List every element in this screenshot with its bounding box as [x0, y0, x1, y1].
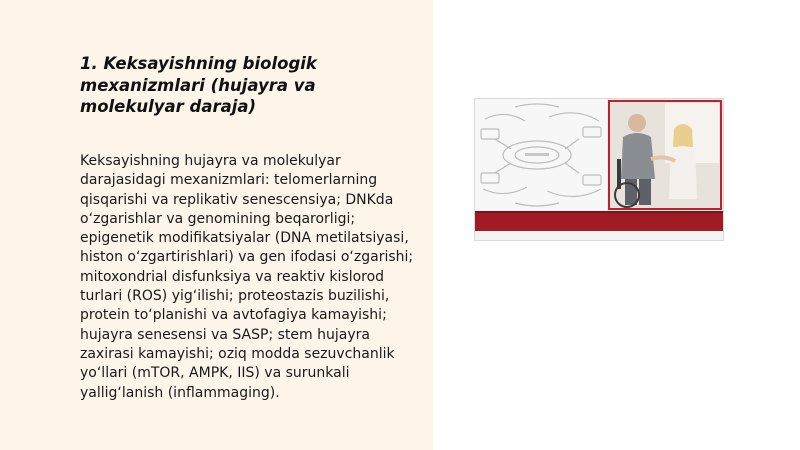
slide-body-text: Keksayishning hujayra va molekulyar darajasidagi mexanizmlari: telomerlarning qisqarishi va replikativ senescensiya; DNKda o‘zgarishlar va genomining beqarorligi; epigenetik modifikatsiyalar (DNA metilatsiyasi, histon o‘zgartirishlari) va gen ifodasi o‘zgarishi; mitoxondrial disfunksiya va reaktiv kislorod turlari (ROS) yig‘ilishi; proteostazis buzilishi, protein to‘planishi va avtofagiya kamayishi; hujayra senesensi va SASP; stem hujayra zaxirasi kamayishi; oziq modda sezuvchanlik yo‘llari (mTOR, AMPK, IIS) va surunkali yallig‘lanish (inflammaging).	[80, 153, 414, 401]
aging-illustration-image	[474, 98, 724, 241]
slide-title: 1. Keksayishning biologik mexanizmlari (hujayra va molekulyar daraja)	[80, 54, 317, 116]
photo-collage-icon	[475, 99, 724, 241]
